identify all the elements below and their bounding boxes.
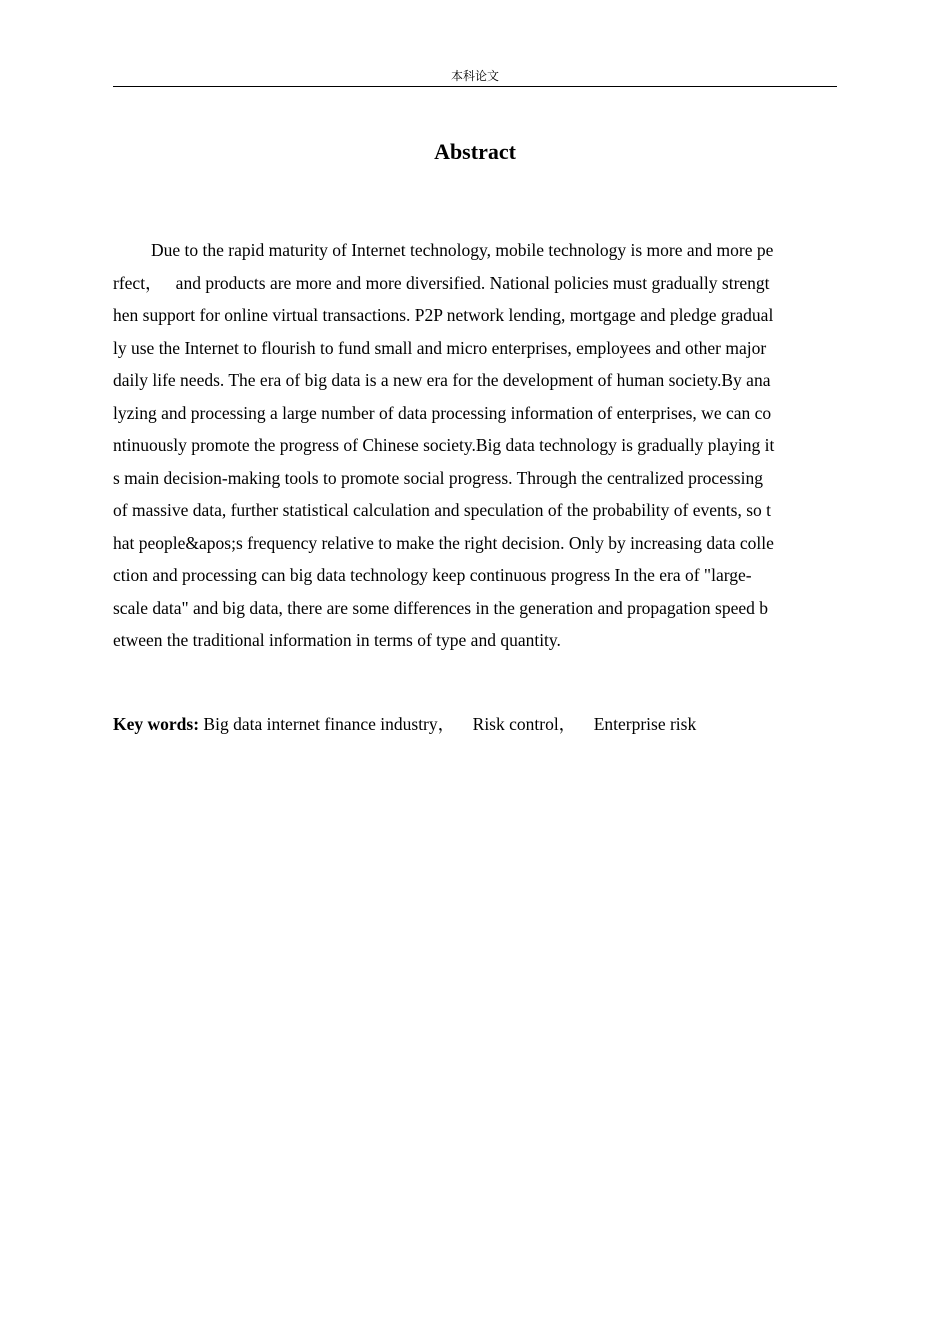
keyword-item: Enterprise risk <box>589 714 697 734</box>
keyword-item: Risk control， <box>468 714 590 734</box>
abstract-line: lyzing and processing a large number of data processing information of enterprises, we can co <box>113 402 772 423</box>
abstract-line: hen support for online virtual transactions. P2P network lending, mortgage and pledge gradual <box>113 305 774 325</box>
abstract-line: ntinuously promote the progress of Chinese society.Big data technology is gradually playing it <box>113 435 775 455</box>
abstract-line: ction and processing can big data technology keep continuous progress In the era of "large- <box>113 565 752 585</box>
abstract-line: daily life needs. The era of big data is a new era for the development of human society.By ana <box>113 370 771 390</box>
abstract-line: ly use the Internet to flourish to fund small and micro enterprises, employees and other major <box>113 337 767 358</box>
keywords-label: Key words: <box>113 714 200 734</box>
abstract-title: Abstract <box>434 139 516 164</box>
abstract-line: of massive data, further statistical calculation and speculation of the probability of events, so t <box>113 500 772 520</box>
keywords <box>113 708 837 740</box>
abstract-line: s main decision-making tools to promote social progress. Through the centralized processing <box>113 467 763 488</box>
keyword-item: Big data internet finance industry， <box>199 714 469 734</box>
abstract-line: etween the traditional information in terms of type and quantity. <box>113 630 561 650</box>
abstract-line: scale data" and big data, there are some differences in the generation and propagation speed b <box>113 597 769 618</box>
abstract-line: hat people&apos;s frequency relative to make the right decision. Only by increasing data colle <box>113 532 774 553</box>
abstract-line: rfect， and products are more and more diversified. National policies must gradually strengt <box>113 272 770 293</box>
abstract-body <box>113 234 837 657</box>
page-header: 本科论文 <box>113 66 837 87</box>
abstract-line: Due to the rapid maturity of Internet technology, mobile technology is more and more pe <box>151 240 774 260</box>
